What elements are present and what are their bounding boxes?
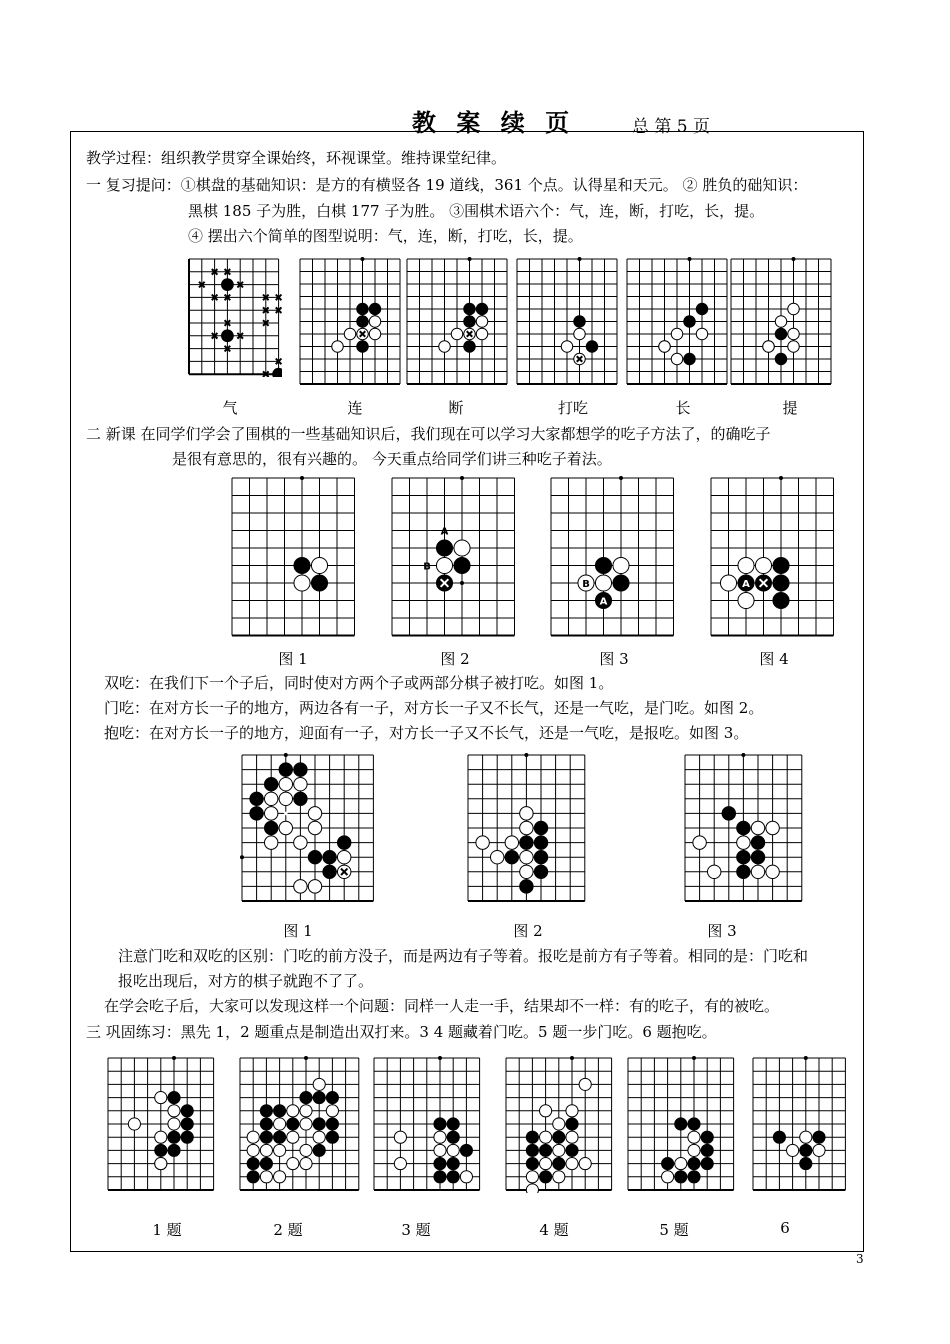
text-line: 一 复习提问：①棋盘的基础知识：是方的有横竖各 19 道线，361 个点。认得星和天元。 ② 胜负的础知识： bbox=[86, 176, 808, 194]
white-stone bbox=[279, 821, 292, 834]
go-board bbox=[237, 1055, 362, 1193]
black-stone bbox=[675, 1171, 687, 1183]
black-stone bbox=[326, 1131, 338, 1143]
go-board bbox=[229, 475, 358, 639]
caption: 连 bbox=[347, 399, 363, 417]
black-stone bbox=[250, 807, 263, 820]
white-stone bbox=[447, 1144, 459, 1156]
black-stone bbox=[460, 1144, 472, 1156]
text-line: 门吃：在对方长一子的地方，两边各有一子，对方长一子又不长气，还是一气吃，是门吃。如图 2。 bbox=[104, 699, 764, 717]
caption: 长 bbox=[675, 399, 691, 417]
text-line: 双吃：在我们下一个子后，同时使对方两个子或两部分棋子被打吃。如图 1。 bbox=[104, 674, 614, 692]
black-stone bbox=[313, 1092, 325, 1104]
text-line: ④ 摆出六个简单的图型说明：气，连，断，打吃，长，提。 bbox=[188, 227, 583, 245]
star-point bbox=[524, 753, 528, 757]
white-stone bbox=[287, 1105, 299, 1117]
white-stone bbox=[311, 557, 327, 573]
white-stone bbox=[751, 865, 764, 878]
black-stone bbox=[553, 1131, 565, 1143]
white-stone bbox=[737, 836, 750, 849]
white-stone bbox=[788, 303, 800, 315]
white-stone bbox=[434, 1144, 446, 1156]
white-stone bbox=[264, 792, 277, 805]
white-stone bbox=[766, 821, 779, 834]
point-label: A bbox=[599, 596, 608, 608]
black-stone bbox=[595, 557, 611, 573]
go-board bbox=[389, 475, 518, 639]
black-stone bbox=[181, 1105, 193, 1117]
white-stone bbox=[247, 1131, 259, 1143]
white-stone bbox=[561, 341, 573, 353]
white-stone bbox=[579, 1078, 591, 1090]
black-stone bbox=[357, 316, 369, 328]
text-line: 抱吃：在对方长一子的地方，迎面有一子，对方长一子又不长气，还是一气吃，是报吃。如图 3。 bbox=[104, 724, 749, 742]
black-stone bbox=[540, 1144, 552, 1156]
star-point bbox=[240, 855, 244, 859]
black-stone bbox=[775, 353, 787, 365]
black-stone bbox=[181, 1131, 193, 1143]
star-point bbox=[619, 476, 623, 480]
black-stone bbox=[222, 330, 234, 342]
black-stone bbox=[313, 1118, 325, 1130]
caption: 2 题 bbox=[273, 1221, 303, 1239]
star-point bbox=[688, 257, 692, 261]
white-stone bbox=[520, 807, 533, 820]
go-board bbox=[750, 1055, 848, 1193]
black-stone bbox=[264, 777, 277, 790]
text-line: 注意门吃和双吃的区别：门吃的前方没子，而是两边有子等着。报吃是前方有子等着。相同的是：门吃和 bbox=[118, 947, 809, 965]
black-stone bbox=[464, 316, 476, 328]
go-board bbox=[624, 256, 730, 387]
white-stone bbox=[128, 1118, 140, 1130]
white-stone bbox=[454, 540, 470, 556]
text-line: 三 巩固练习：黑先 1，2 题重点是制造出双打来。3 4 题藏着门吃。5 题一步门吃。6 题抱吃。 bbox=[86, 1023, 717, 1041]
black-stone bbox=[279, 763, 292, 776]
white-stone bbox=[720, 575, 736, 591]
black-stone bbox=[247, 1171, 259, 1183]
go-board bbox=[625, 1055, 737, 1193]
white-stone bbox=[662, 1171, 674, 1183]
black-stone bbox=[662, 1158, 674, 1170]
black-stone bbox=[274, 1131, 286, 1143]
white-stone bbox=[279, 792, 292, 805]
star-point bbox=[570, 1056, 574, 1060]
black-stone bbox=[168, 1131, 180, 1143]
black-stone bbox=[566, 1118, 578, 1130]
white-stone bbox=[337, 850, 350, 863]
black-stone bbox=[313, 1144, 325, 1156]
go-board bbox=[105, 1055, 217, 1193]
go-board bbox=[371, 1055, 483, 1193]
white-stone bbox=[308, 807, 321, 820]
black-stone bbox=[737, 865, 750, 878]
black-stone bbox=[751, 836, 764, 849]
black-stone bbox=[526, 1158, 538, 1170]
black-stone bbox=[773, 1131, 785, 1143]
black-stone bbox=[737, 821, 750, 834]
white-stone bbox=[274, 1171, 286, 1183]
star-point bbox=[779, 476, 783, 480]
caption: 图 4 bbox=[759, 650, 789, 668]
caption: 6 bbox=[780, 1219, 790, 1237]
go-board bbox=[728, 256, 834, 387]
star-point bbox=[172, 1056, 176, 1060]
text-line: 在学会吃子后，大家可以发现这样一个问题：同样一人走一手，结果却不一样：有的吃子，有的被吃。 bbox=[104, 997, 780, 1015]
white-stone bbox=[313, 1131, 325, 1143]
white-stone bbox=[540, 1131, 552, 1143]
point-label: A bbox=[742, 579, 750, 590]
black-stone bbox=[447, 1171, 459, 1183]
white-stone bbox=[308, 821, 321, 834]
white-stone bbox=[247, 1144, 259, 1156]
black-stone bbox=[813, 1131, 825, 1143]
black-stone bbox=[357, 341, 369, 353]
white-stone bbox=[287, 1131, 299, 1143]
black-stone bbox=[168, 1092, 180, 1104]
white-stone bbox=[313, 1078, 325, 1090]
black-stone bbox=[540, 1171, 552, 1183]
black-stone bbox=[722, 807, 735, 820]
black-stone bbox=[447, 1158, 459, 1170]
black-stone bbox=[800, 1144, 812, 1156]
black-stone bbox=[260, 1118, 272, 1130]
go-board bbox=[465, 752, 588, 904]
go-board bbox=[239, 752, 376, 904]
white-stone bbox=[738, 557, 754, 573]
white-stone bbox=[274, 1118, 286, 1130]
black-stone bbox=[155, 1144, 167, 1156]
go-board bbox=[297, 256, 403, 387]
white-stone bbox=[566, 1105, 578, 1117]
black-stone bbox=[688, 1171, 700, 1183]
white-stone bbox=[300, 1105, 312, 1117]
white-stone bbox=[526, 1184, 538, 1193]
black-stone bbox=[526, 1144, 538, 1156]
black-stone bbox=[701, 1158, 713, 1170]
white-stone bbox=[813, 1144, 825, 1156]
white-stone bbox=[574, 328, 586, 340]
white-stone bbox=[260, 1171, 272, 1183]
black-stone bbox=[684, 316, 696, 328]
white-stone bbox=[369, 328, 381, 340]
white-stone bbox=[476, 836, 489, 849]
black-stone bbox=[300, 1092, 312, 1104]
black-stone bbox=[701, 1144, 713, 1156]
star-point bbox=[460, 581, 464, 585]
black-stone bbox=[273, 368, 282, 377]
black-stone bbox=[773, 592, 789, 608]
white-stone bbox=[693, 836, 706, 849]
star-point bbox=[804, 1056, 808, 1060]
black-stone bbox=[434, 1158, 446, 1170]
white-stone bbox=[369, 316, 381, 328]
white-stone bbox=[688, 1144, 700, 1156]
caption: 5 题 bbox=[659, 1221, 689, 1239]
white-stone bbox=[279, 777, 292, 790]
black-stone bbox=[181, 1118, 193, 1130]
text-line: 黑棋 185 子为胜，白棋 177 子为胜。 ③围棋术语六个：气，连，断，打吃，长，提。 bbox=[188, 202, 765, 220]
black-stone bbox=[168, 1144, 180, 1156]
star-point bbox=[741, 753, 745, 757]
black-stone bbox=[675, 1118, 687, 1130]
white-stone bbox=[566, 1131, 578, 1143]
white-stone bbox=[671, 328, 683, 340]
point-label: B bbox=[423, 561, 431, 573]
star-point bbox=[361, 257, 365, 261]
white-stone bbox=[755, 557, 771, 573]
white-stone bbox=[520, 821, 533, 834]
white-stone bbox=[434, 1131, 446, 1143]
white-stone bbox=[326, 1105, 338, 1117]
caption: 图 1 bbox=[283, 922, 313, 940]
black-stone bbox=[326, 1092, 338, 1104]
white-stone bbox=[155, 1092, 167, 1104]
white-stone bbox=[476, 328, 488, 340]
black-stone bbox=[369, 303, 381, 315]
go-board bbox=[682, 752, 805, 904]
star-point bbox=[284, 753, 288, 757]
caption: 打吃 bbox=[557, 399, 588, 417]
star-point bbox=[468, 257, 472, 261]
black-stone bbox=[688, 1158, 700, 1170]
go-board bbox=[404, 256, 510, 387]
white-stone bbox=[294, 880, 307, 893]
white-stone bbox=[168, 1105, 180, 1117]
black-stone bbox=[260, 1131, 272, 1143]
black-stone bbox=[800, 1158, 812, 1170]
black-stone bbox=[701, 1131, 713, 1143]
caption: 气 bbox=[222, 399, 238, 417]
black-stone bbox=[434, 1118, 446, 1130]
black-stone bbox=[454, 557, 470, 573]
black-stone bbox=[751, 850, 764, 863]
caption: 图 2 bbox=[513, 922, 543, 940]
page-number: 3 bbox=[856, 1252, 864, 1266]
black-stone bbox=[534, 865, 547, 878]
go-board bbox=[503, 1055, 615, 1193]
star-point bbox=[300, 476, 304, 480]
go-board bbox=[186, 256, 282, 377]
black-stone bbox=[476, 303, 488, 315]
go-board bbox=[708, 475, 837, 639]
go-board bbox=[514, 256, 620, 387]
white-stone bbox=[787, 1144, 799, 1156]
caption: 1 题 bbox=[152, 1221, 182, 1239]
caption: 图 1 bbox=[278, 650, 308, 668]
black-stone bbox=[773, 557, 789, 573]
white-stone bbox=[260, 1144, 272, 1156]
white-stone bbox=[274, 1144, 286, 1156]
white-stone bbox=[553, 1171, 565, 1183]
white-stone bbox=[696, 328, 708, 340]
black-stone bbox=[287, 1118, 299, 1130]
white-stone bbox=[155, 1131, 167, 1143]
caption: 图 3 bbox=[599, 650, 629, 668]
caption: 提 bbox=[782, 399, 798, 417]
black-stone bbox=[264, 821, 277, 834]
white-stone bbox=[264, 807, 277, 820]
white-stone bbox=[766, 865, 779, 878]
black-stone bbox=[323, 865, 336, 878]
white-stone bbox=[553, 1118, 565, 1130]
black-stone bbox=[260, 1105, 272, 1117]
black-stone bbox=[534, 821, 547, 834]
black-stone bbox=[773, 575, 789, 591]
page-counter: 总 第 5 页 bbox=[632, 117, 711, 137]
white-stone bbox=[300, 1158, 312, 1170]
white-stone bbox=[675, 1158, 687, 1170]
white-stone bbox=[451, 328, 463, 340]
black-stone bbox=[696, 303, 708, 315]
white-stone bbox=[394, 1131, 406, 1143]
white-stone bbox=[294, 575, 310, 591]
black-stone bbox=[464, 303, 476, 315]
black-stone bbox=[308, 850, 321, 863]
white-stone bbox=[294, 836, 307, 849]
black-stone bbox=[222, 279, 234, 291]
black-stone bbox=[294, 792, 307, 805]
black-stone bbox=[526, 1131, 538, 1143]
black-stone bbox=[520, 836, 533, 849]
white-stone bbox=[788, 341, 800, 353]
go-board bbox=[548, 475, 677, 639]
white-stone bbox=[788, 328, 800, 340]
white-stone bbox=[287, 1158, 299, 1170]
white-stone bbox=[476, 316, 488, 328]
white-stone bbox=[540, 1105, 552, 1117]
white-stone bbox=[300, 1144, 312, 1156]
black-stone bbox=[311, 575, 327, 591]
white-stone bbox=[800, 1131, 812, 1143]
white-stone bbox=[308, 880, 321, 893]
white-stone bbox=[553, 1144, 565, 1156]
white-stone bbox=[520, 865, 533, 878]
white-stone bbox=[738, 592, 754, 608]
star-point bbox=[792, 257, 796, 261]
page-title: 教 案 续 页 bbox=[412, 108, 576, 137]
black-stone bbox=[260, 1158, 272, 1170]
star-point bbox=[438, 1056, 442, 1060]
black-stone bbox=[553, 1158, 565, 1170]
white-stone bbox=[566, 1158, 578, 1170]
caption: 4 题 bbox=[539, 1221, 569, 1239]
white-stone bbox=[520, 850, 533, 863]
caption: 图 3 bbox=[707, 922, 737, 940]
white-stone bbox=[436, 557, 452, 573]
black-stone bbox=[326, 1118, 338, 1130]
black-stone bbox=[447, 1118, 459, 1130]
caption: 图 2 bbox=[440, 650, 470, 668]
black-stone bbox=[534, 850, 547, 863]
black-stone bbox=[436, 540, 452, 556]
black-stone bbox=[337, 836, 350, 849]
black-stone bbox=[274, 1105, 286, 1117]
caption: 3 题 bbox=[401, 1221, 431, 1239]
white-stone bbox=[579, 1158, 591, 1170]
white-stone bbox=[294, 777, 307, 790]
text-line: 教学过程：组织教学贯穿全课始终，环视课堂。维持课堂纪律。 bbox=[86, 149, 507, 167]
black-stone bbox=[566, 1144, 578, 1156]
white-stone bbox=[300, 1118, 312, 1130]
black-stone bbox=[294, 763, 307, 776]
star-point bbox=[692, 1056, 696, 1060]
point-label: B bbox=[582, 579, 590, 590]
black-stone bbox=[613, 575, 629, 591]
star-point bbox=[460, 476, 464, 480]
white-stone bbox=[490, 850, 503, 863]
white-stone bbox=[344, 328, 356, 340]
black-stone bbox=[323, 850, 336, 863]
black-stone bbox=[520, 880, 533, 893]
white-stone bbox=[505, 836, 518, 849]
black-stone bbox=[434, 1171, 446, 1183]
black-stone bbox=[775, 328, 787, 340]
star-point bbox=[578, 257, 582, 261]
star-point bbox=[304, 1056, 308, 1060]
black-stone bbox=[447, 1131, 459, 1143]
white-stone bbox=[394, 1158, 406, 1170]
white-stone bbox=[688, 1131, 700, 1143]
caption: 断 bbox=[448, 399, 464, 417]
white-stone bbox=[671, 353, 683, 365]
white-stone bbox=[540, 1158, 552, 1170]
black-stone bbox=[250, 792, 263, 805]
black-stone bbox=[534, 836, 547, 849]
white-stone bbox=[155, 1158, 167, 1170]
white-stone bbox=[526, 1171, 538, 1183]
text-line: 二 新课 在同学们学会了围棋的一些基础知识后，我们现在可以学习大家都想学的吃子方法了，的确吃子 bbox=[86, 425, 771, 443]
black-stone bbox=[294, 557, 310, 573]
white-stone bbox=[707, 865, 720, 878]
black-stone bbox=[688, 1118, 700, 1130]
white-stone bbox=[332, 341, 344, 353]
black-stone bbox=[586, 341, 598, 353]
white-stone bbox=[595, 575, 611, 591]
point-label: A bbox=[440, 526, 449, 538]
black-stone bbox=[684, 353, 696, 365]
black-stone bbox=[737, 850, 750, 863]
black-stone bbox=[464, 341, 476, 353]
black-stone bbox=[505, 850, 518, 863]
black-stone bbox=[357, 303, 369, 315]
text-line: 报吃出现后，对方的棋子就跑不了了。 bbox=[118, 972, 374, 990]
black-stone bbox=[574, 316, 586, 328]
text-line: 是很有意思的，很有兴趣的。 今天重点给同学们讲三种吃子着法。 bbox=[172, 450, 612, 468]
black-stone bbox=[247, 1158, 259, 1170]
white-stone bbox=[775, 316, 787, 328]
white-stone bbox=[439, 341, 451, 353]
white-stone bbox=[751, 821, 764, 834]
white-stone bbox=[460, 1171, 472, 1183]
white-stone bbox=[613, 557, 629, 573]
white-stone bbox=[264, 836, 277, 849]
white-stone bbox=[168, 1118, 180, 1130]
